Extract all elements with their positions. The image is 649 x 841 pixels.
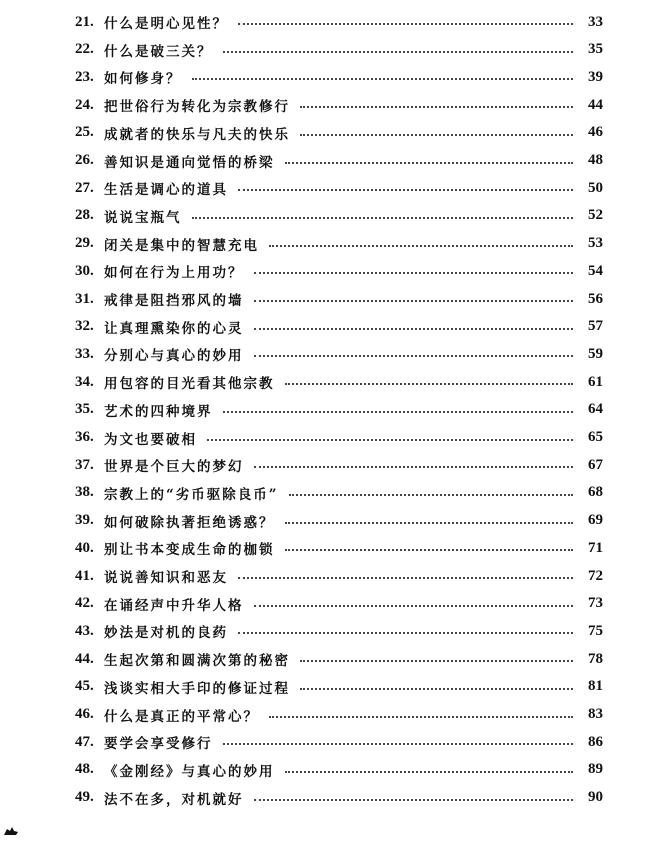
toc-entry [75, 426, 603, 450]
toc-entry [75, 703, 603, 727]
entry-page-number: 44 [588, 96, 603, 113]
entry-title: 善知识是通向觉悟的桥梁 [104, 154, 275, 171]
toc-entry [75, 592, 603, 616]
dot-leader [285, 522, 574, 524]
toc-entry [75, 619, 603, 643]
dot-leader [238, 632, 573, 634]
toc-entry [75, 287, 603, 311]
entry-number: 49. [75, 789, 94, 806]
entry-number: 43. [75, 622, 94, 639]
dot-leader [289, 494, 573, 496]
entry-number: 33. [75, 345, 94, 362]
dot-leader [207, 439, 573, 441]
entry-number: 41. [75, 567, 94, 584]
toc-entry [75, 398, 603, 422]
entry-title: 妙法是对机的良药 [104, 625, 228, 642]
toc-entry [75, 647, 603, 671]
dot-leader [192, 78, 574, 80]
toc-entry [75, 93, 603, 117]
dot-leader [254, 605, 574, 607]
dot-leader [223, 51, 574, 53]
entry-title: 生起次第和圆满次第的秘密 [104, 653, 290, 670]
entry-number: 40. [75, 539, 94, 556]
toc-entry [75, 65, 603, 89]
entry-title: 艺术的四种境界 [104, 403, 213, 420]
entry-number: 30. [75, 262, 94, 279]
entry-number: 48. [75, 761, 94, 778]
toc-entry [75, 204, 603, 228]
entry-page-number: 73 [588, 595, 603, 612]
entry-page-number: 48 [588, 152, 603, 168]
entry-number: 26. [75, 152, 94, 168]
entry-page-number: 65 [588, 429, 603, 445]
toc-entry [75, 675, 603, 699]
dot-leader [223, 743, 574, 745]
entry-page-number: 83 [588, 706, 603, 722]
dot-leader [254, 466, 574, 468]
entry-title: 宗教上的“劣币驱除良币” [104, 486, 279, 503]
entry-number: 25. [75, 124, 94, 141]
entry-title: 如何破除执著拒绝诱惑？ [104, 514, 275, 531]
entry-title: 戒律是阻挡邪风的墙 [104, 293, 244, 309]
entry-page-number: 64 [588, 401, 603, 418]
toc-entry [75, 121, 603, 145]
entry-page-number: 57 [588, 318, 603, 335]
toc-entry [75, 786, 603, 810]
dot-leader [285, 162, 574, 164]
entry-title: 生活是调心的道具 [104, 182, 228, 199]
entry-title: 闭关是集中的智慧充电 [104, 237, 259, 254]
entry-number: 21. [75, 13, 94, 30]
dot-leader [254, 328, 574, 330]
entry-number: 28. [75, 207, 94, 224]
entry-title: 说说宝瓶气 [104, 209, 182, 226]
entry-number: 47. [75, 733, 94, 750]
entry-page-number: 50 [588, 179, 603, 196]
dot-leader [254, 272, 574, 274]
toc-entry [75, 342, 603, 366]
entry-page-number: 72 [588, 567, 603, 584]
entry-page-number: 33 [588, 13, 603, 30]
entry-number: 38. [75, 484, 94, 501]
toc-entry [75, 315, 603, 339]
entry-number: 35. [75, 401, 94, 418]
entry-title: 如何在行为上用功？ [104, 265, 244, 282]
entry-page-number: 52 [588, 207, 603, 224]
entry-page-number: 71 [588, 539, 603, 556]
entry-page-number: 89 [588, 761, 603, 778]
entry-page-number: 35 [588, 41, 603, 58]
dot-leader [300, 688, 573, 690]
toc-entry [75, 370, 603, 394]
entry-title: 《金刚经》与真心的妙用 [104, 763, 275, 780]
entry-title: 用包容的目光看其他宗教 [104, 376, 275, 393]
entry-number: 34. [75, 373, 94, 390]
entry-page-number: 39 [588, 68, 603, 85]
entry-number: 45. [75, 678, 94, 695]
entry-title: 成就者的快乐与凡夫的快乐 [104, 126, 290, 143]
entry-page-number: 81 [588, 678, 603, 695]
entry-title: 世界是个巨大的梦幻 [104, 459, 244, 476]
entry-title: 说说善知识和恶友 [104, 570, 228, 586]
dot-leader [238, 577, 573, 579]
toc-entry [75, 453, 603, 477]
entry-page-number: 90 [588, 789, 603, 806]
dot-leader [300, 106, 573, 108]
dot-leader [300, 660, 573, 662]
entry-number: 32. [75, 318, 94, 335]
entry-page-number: 86 [588, 733, 603, 750]
dot-leader [300, 134, 573, 136]
entry-number: 44. [75, 650, 94, 667]
entry-page-number: 67 [588, 456, 603, 473]
toc-entry [75, 730, 603, 754]
entry-title: 法不在多，对机就好 [104, 791, 244, 808]
toc-entry [75, 536, 603, 560]
entry-title: 分别心与真心的妙用 [104, 348, 244, 365]
dot-leader [238, 23, 573, 25]
dot-leader [238, 189, 573, 191]
entry-number: 42. [75, 595, 94, 612]
toc-entry [75, 149, 603, 173]
entry-title: 让真理熏染你的心灵 [104, 320, 244, 337]
entry-title: 把世俗行为转化为宗教修行 [104, 99, 290, 116]
toc-entry [75, 10, 603, 34]
entry-title: 如何修身？ [104, 71, 182, 88]
entry-number: 37. [75, 456, 94, 473]
toc-entry [75, 509, 603, 533]
entry-title: 什么是真正的平常心？ [104, 708, 259, 725]
toc-entry [75, 259, 603, 283]
dot-leader [269, 716, 573, 718]
dot-leader [223, 411, 574, 413]
dot-leader [192, 217, 574, 219]
dot-leader [285, 383, 574, 385]
entry-number: 22. [75, 41, 94, 58]
dot-leader [254, 300, 574, 302]
dot-leader [254, 355, 574, 357]
entry-title: 浅谈实相大手印的修证过程 [104, 680, 290, 697]
ink-smudge [3, 826, 19, 836]
entry-title: 什么是破三关？ [104, 43, 213, 60]
dot-leader [285, 549, 574, 551]
entry-title: 在诵经声中升华人格 [104, 597, 244, 614]
dot-leader [285, 771, 574, 773]
entry-number: 39. [75, 512, 94, 529]
toc-entry [75, 38, 603, 62]
entry-number: 29. [75, 235, 94, 252]
entry-page-number: 69 [588, 512, 603, 529]
entry-page-number: 75 [588, 622, 603, 639]
entry-number: 31. [75, 290, 94, 307]
entry-number: 23. [75, 68, 94, 85]
entry-page-number: 61 [588, 373, 603, 390]
toc-entry [75, 176, 603, 200]
entry-title: 为文也要破相 [104, 431, 197, 448]
entry-number: 36. [75, 429, 94, 445]
toc-entry [75, 758, 603, 782]
entry-title: 别让书本变成生命的枷锁 [104, 542, 275, 559]
entry-page-number: 46 [588, 124, 603, 141]
toc-entry [75, 481, 603, 505]
entry-number: 27. [75, 179, 94, 196]
entry-page-number: 78 [588, 650, 603, 667]
dot-leader [269, 245, 573, 247]
entry-page-number: 68 [588, 484, 603, 501]
entry-number: 24. [75, 96, 94, 113]
entry-page-number: 53 [588, 235, 603, 252]
entry-page-number: 54 [588, 262, 603, 279]
dot-leader [254, 799, 574, 801]
entry-title: 要学会享受修行 [104, 736, 213, 753]
toc-entry [75, 232, 603, 256]
toc-entry [75, 564, 603, 588]
entry-title: 什么是明心见性？ [104, 16, 228, 32]
entry-page-number: 59 [588, 345, 603, 362]
entry-number: 46. [75, 706, 94, 722]
entry-page-number: 56 [588, 290, 603, 307]
